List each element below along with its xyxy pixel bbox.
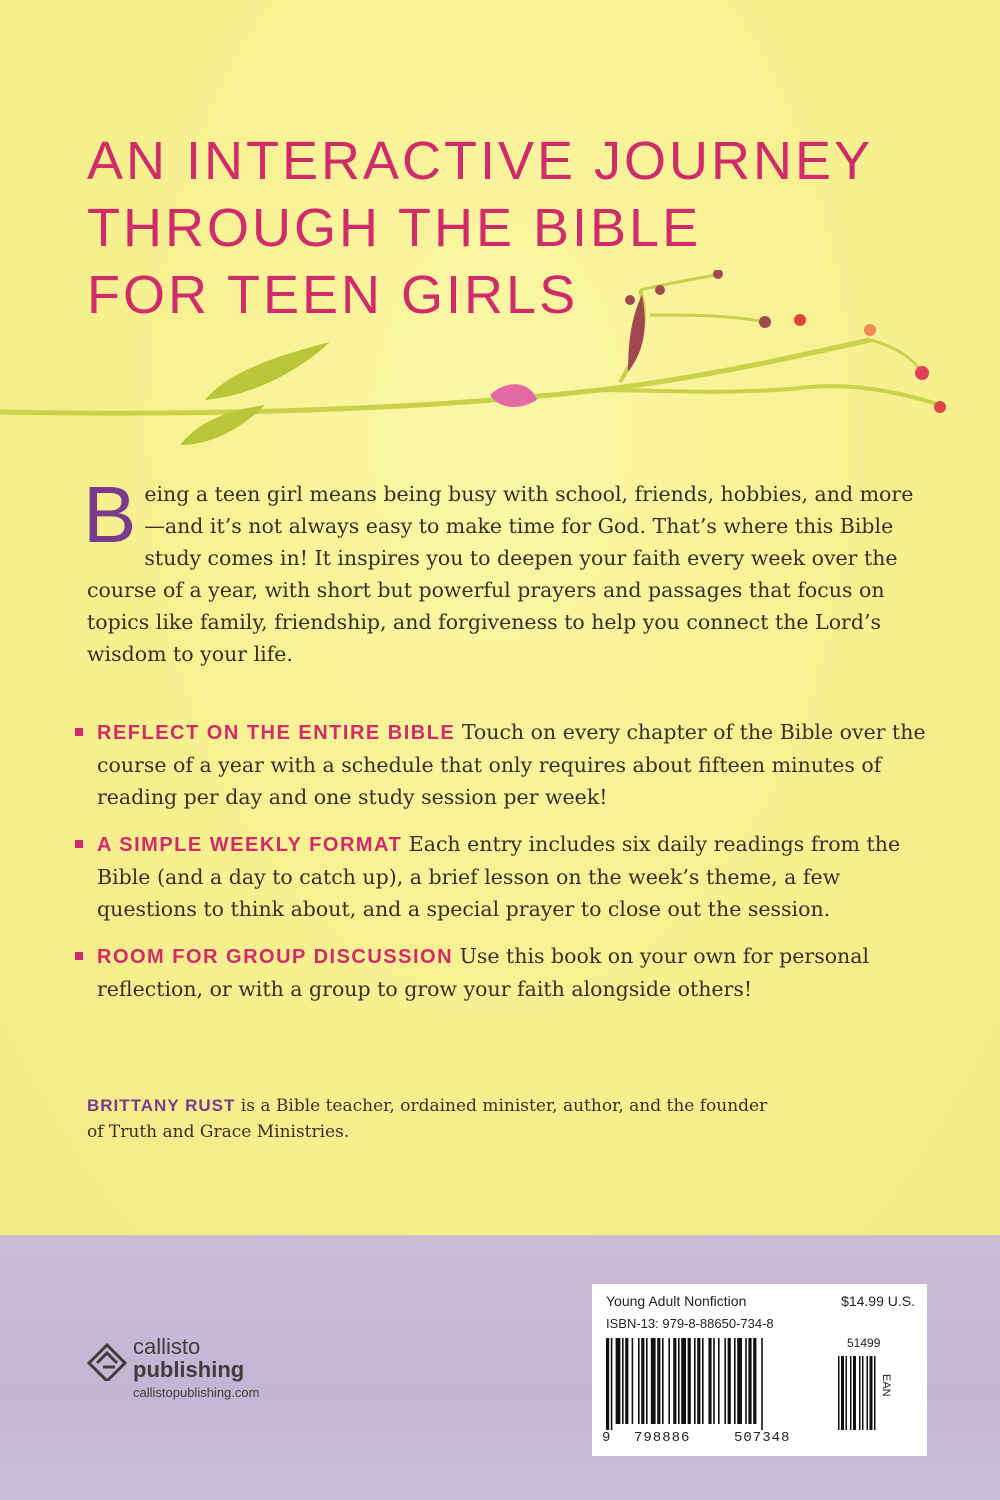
feature-text: Use this book on your own for personal reflection, or with a group to grow your faith alongside others! bbox=[97, 944, 870, 1001]
barcode-bar bbox=[734, 1338, 736, 1424]
barcode-bar bbox=[646, 1338, 648, 1424]
publisher-logo bbox=[85, 1335, 345, 1415]
callisto-logo-icon bbox=[85, 1337, 129, 1381]
barcode-addon-bar bbox=[838, 1356, 840, 1430]
feature-list bbox=[75, 716, 935, 1020]
barcode-bar bbox=[694, 1338, 696, 1424]
barcode-bar bbox=[737, 1338, 742, 1424]
barcode-addon-bar bbox=[850, 1356, 852, 1430]
barcode-bar bbox=[697, 1338, 700, 1424]
feature-text: Touch on every chapter of the Bible over the course of a year with a schedule that only requires about fifteen minutes of reading per day and one study session per week! bbox=[97, 720, 926, 809]
barcode-bar bbox=[748, 1338, 751, 1424]
barcode-bar bbox=[606, 1338, 609, 1430]
barcode-bar bbox=[745, 1338, 747, 1424]
barcode-bar bbox=[718, 1338, 720, 1424]
barcode-bar bbox=[761, 1338, 763, 1430]
publisher-url: callistopublishing.com bbox=[133, 1385, 260, 1400]
barcode-addon-bar bbox=[841, 1356, 844, 1430]
barcode-panel bbox=[592, 1284, 927, 1456]
publisher-name bbox=[133, 1335, 244, 1381]
book-genre: Young Adult Nonfiction bbox=[606, 1293, 747, 1309]
intro-dropcap: B bbox=[83, 470, 137, 559]
barcode-bar bbox=[638, 1338, 640, 1424]
barcode-graphic bbox=[606, 1338, 896, 1430]
feature-title: REFLECT ON THE ENTIRE BIBLE bbox=[97, 722, 456, 744]
author-bio bbox=[87, 1093, 787, 1145]
barcode-bar bbox=[724, 1338, 726, 1424]
isbn-number: ISBN-13: 979-8-88650-734-8 bbox=[606, 1316, 774, 1331]
barcode-bar bbox=[657, 1338, 660, 1424]
feature-item bbox=[75, 828, 935, 925]
floral-branch-illustration bbox=[0, 270, 1000, 470]
barcode-bar bbox=[702, 1338, 704, 1424]
author-name: BRITTANY RUST bbox=[87, 1096, 236, 1115]
barcode-digits-left: 798886 bbox=[634, 1430, 691, 1446]
headline-line-2: THROUGH THE BIBLE bbox=[87, 198, 702, 258]
feature-title: A SIMPLE WEEKLY FORMAT bbox=[97, 834, 403, 856]
barcode-digit-first: 9 bbox=[602, 1430, 612, 1446]
ean-label: EAN bbox=[880, 1374, 892, 1397]
barcode-addon-bar bbox=[874, 1356, 876, 1430]
feature-item bbox=[75, 716, 935, 813]
publisher-name-line-1: callisto bbox=[133, 1334, 201, 1359]
barcode-bar bbox=[708, 1338, 711, 1424]
bullet-square-icon bbox=[75, 952, 83, 960]
barcode-addon-bar bbox=[859, 1356, 861, 1430]
barcode-bar bbox=[651, 1338, 656, 1424]
barcode-digits-right: 507348 bbox=[734, 1430, 791, 1446]
bullet-square-icon bbox=[75, 728, 83, 736]
barcode-addon-bar bbox=[870, 1356, 873, 1430]
barcode-bar bbox=[662, 1338, 664, 1424]
barcode-bar bbox=[673, 1338, 676, 1424]
barcode-addon-bar bbox=[846, 1356, 848, 1430]
barcode-addon-bar bbox=[853, 1356, 856, 1430]
barcode-bar bbox=[753, 1338, 756, 1424]
feature-text: Each entry includes six daily readings from the Bible (and a day to catch up), a brief lesson on the week’s theme, a few questions to think about, and a special prayer to close out the session. bbox=[97, 832, 901, 921]
barcode-bar bbox=[611, 1338, 613, 1430]
feature-item bbox=[75, 940, 935, 1005]
barcode-bar bbox=[616, 1338, 621, 1424]
headline-line-1: AN INTERACTIVE JOURNEY bbox=[87, 131, 874, 191]
barcode-bar bbox=[632, 1338, 634, 1424]
book-price: $14.99 U.S. bbox=[841, 1293, 915, 1309]
barcode-bar bbox=[688, 1338, 691, 1424]
author-bio-text: is a Bible teacher, ordained minister, author, and the founder of Truth and Grace Ministries. bbox=[87, 1096, 768, 1142]
barcode-bar bbox=[625, 1338, 628, 1424]
barcode-bar bbox=[668, 1338, 670, 1424]
barcode-bar bbox=[622, 1338, 624, 1424]
headline-line-3: FOR TEEN GIRLS bbox=[87, 265, 579, 325]
bullet-square-icon bbox=[75, 840, 83, 848]
publisher-name-line-2: publishing bbox=[133, 1357, 245, 1382]
barcode-addon-number: 51499 bbox=[847, 1336, 881, 1350]
barcode-bar bbox=[678, 1338, 680, 1424]
intro-text: eing a teen girl means being busy with school, friends, hobbies, and more—and it’s not always easy to make time for God. That’s where this Bible study comes in! It inspires you to deepen your faith every week over the course of a year, with short but powerful prayers and passages that focus on topics like family, friendship, and forgiveness to help you connect the Lord’s wisdom to your life. bbox=[87, 482, 914, 666]
barcode-bar bbox=[713, 1338, 715, 1424]
feature-title: ROOM FOR GROUP DISCUSSION bbox=[97, 946, 454, 968]
intro-paragraph bbox=[83, 470, 917, 670]
barcode-bar bbox=[728, 1338, 731, 1424]
barcode-bar bbox=[641, 1338, 644, 1424]
barcode-bar bbox=[681, 1338, 686, 1424]
barcode-addon-bar bbox=[862, 1356, 864, 1430]
barcode-addon-bar bbox=[867, 1356, 869, 1430]
